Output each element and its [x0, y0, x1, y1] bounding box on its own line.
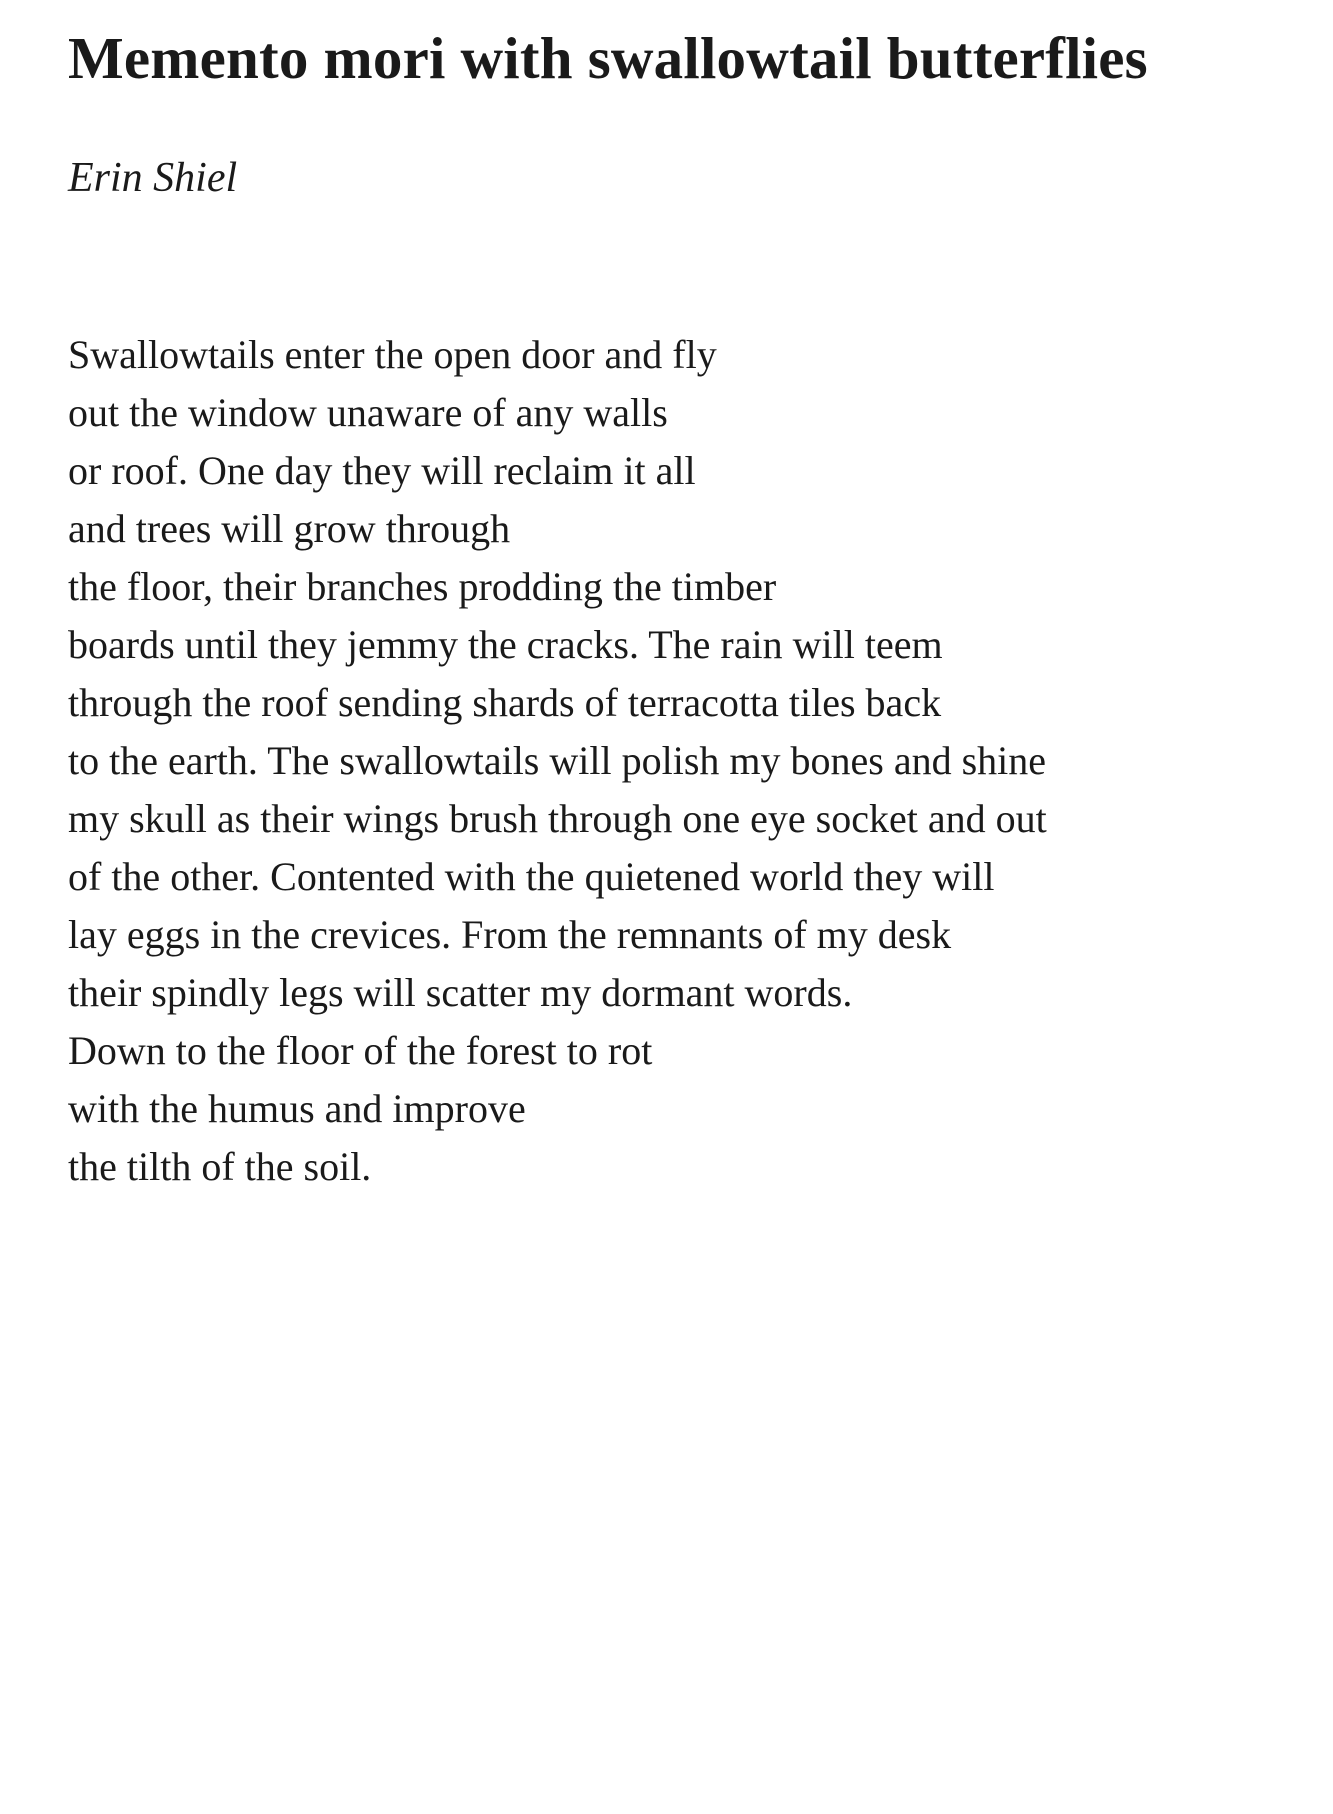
poem-line: their spindly legs will scatter my dormant words.	[68, 970, 853, 1015]
poem-line: of the other. Contented with the quietened world they will	[68, 854, 995, 899]
poem-line: my skull as their wings brush through one eye socket and out	[68, 796, 1047, 841]
poem-line: the tilth of the soil.	[68, 1144, 372, 1189]
poem-line: through the roof sending shards of terracotta tiles back	[68, 680, 942, 725]
poem-line: and trees will grow through	[68, 506, 511, 551]
poem-line: lay eggs in the crevices. From the remnants of my desk	[68, 912, 952, 957]
poem-line: the floor, their branches prodding the timber	[68, 564, 777, 609]
poem-body	[68, 326, 1047, 1196]
poem-line: to the earth. The swallowtails will polish my bones and shine	[68, 738, 1047, 783]
poem-line: with the humus and improve	[68, 1086, 526, 1131]
poem-line: Down to the floor of the forest to rot	[68, 1028, 653, 1073]
poem-line: boards until they jemmy the cracks. The rain will teem	[68, 622, 943, 667]
poem-title: Memento mori with swallowtail butterflies	[68, 25, 1148, 91]
poem-line: out the window unaware of any walls	[68, 390, 668, 435]
poem-line: Swallowtails enter the open door and fly	[68, 332, 717, 377]
poem-line: or roof. One day they will reclaim it all	[68, 448, 696, 493]
poem-author: Erin Shiel	[68, 155, 238, 201]
